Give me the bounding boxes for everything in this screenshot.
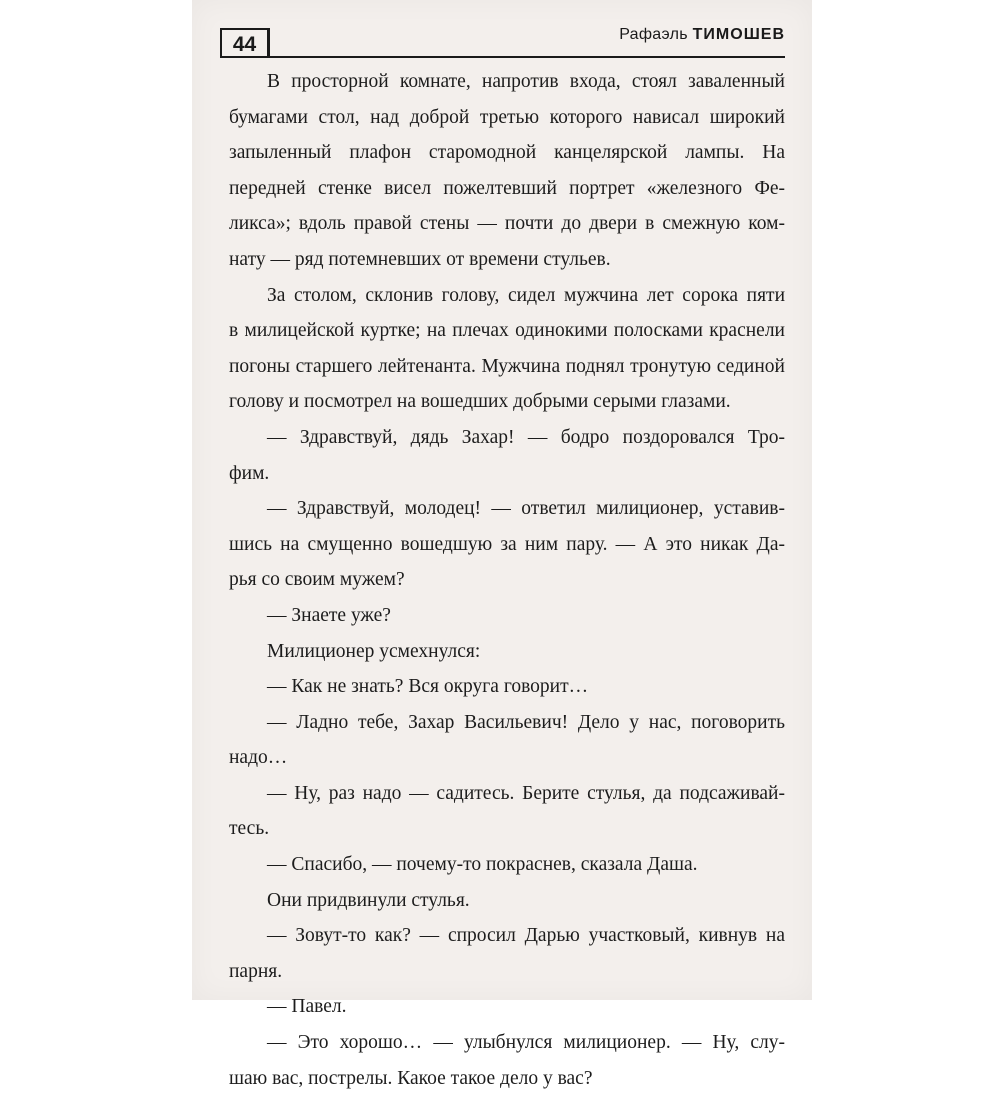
text-line: — Павел. — [267, 996, 347, 1018]
text-line: ликса»; вдоль правой стены — почти до двери в смежную ком- — [229, 213, 785, 235]
text-line: тесь. — [229, 818, 270, 840]
page-number: 44 — [220, 28, 270, 56]
header-rule — [220, 56, 785, 58]
text-line: — Здравствуй, дядь Захар! — бодро поздоровался Тро- — [267, 426, 785, 448]
text-line: запыленный плафон старомодной канцелярской лампы. На — [229, 142, 785, 164]
text-line: шись на смущенно вошедшую за ним пару. — А это никак Да- — [229, 533, 785, 555]
body-text — [229, 64, 785, 1096]
text-line: — Ладно тебе, Захар Васильевич! Дело у нас, поговорить — [267, 711, 785, 733]
text-line: — Здравствуй, молодец! — ответил милиционер, уставив- — [267, 498, 785, 520]
page-header — [220, 22, 785, 62]
text-line: голову и посмотрел на вошедших добрыми серыми глазами. — [229, 391, 731, 413]
text-line: передней стенке висел пожелтевший портрет «железного Фе- — [229, 177, 785, 199]
text-line: шаю вас, пострелы. Какое такое дело у вас? — [229, 1067, 593, 1089]
text-line: — Как не знать? Вся округа говорит… — [267, 676, 589, 698]
text-line: погоны старшего лейтенанта. Мужчина поднял тронутую сединой — [229, 355, 785, 377]
text-line: За столом, склонив голову, сидел мужчина лет сорока пяти — [267, 284, 785, 306]
text-line: Они придвинули стулья. — [267, 889, 470, 911]
text-line: нату — ряд потемневших от времени стульев. — [229, 248, 611, 270]
text-line: парня. — [229, 960, 283, 982]
text-line: в милицейской куртке; на плечах одинокими полосками краснели — [229, 320, 785, 342]
running-head-author — [619, 26, 785, 44]
text-line: — Это хорошо… — улыбнулся милиционер. — Ну, слу- — [267, 1032, 785, 1054]
text-line: — Ну, раз надо — садитесь. Берите стулья, да подсаживай- — [267, 782, 785, 804]
author-last-name: ТИМОШЕВ — [692, 26, 785, 43]
text-line: бумагами стол, над доброй третью которого нависал широкий — [229, 106, 785, 128]
text-line: В просторной комнате, напротив входа, стоял заваленный — [267, 71, 785, 92]
text-line: надо… — [229, 747, 288, 769]
text-line: Милиционер усмехнулся: — [267, 640, 481, 662]
text-line: рья со своим мужем? — [229, 569, 405, 591]
author-first-name: Рафаэль — [619, 26, 688, 43]
text-line: — Знаете уже? — [267, 604, 391, 626]
text-line: фим. — [229, 462, 270, 484]
text-line: — Спасибо, — почему-то покраснев, сказала Даша. — [267, 854, 698, 876]
text-line: — Зовут-то как? — спросил Дарью участковый, кивнув на — [267, 925, 785, 947]
